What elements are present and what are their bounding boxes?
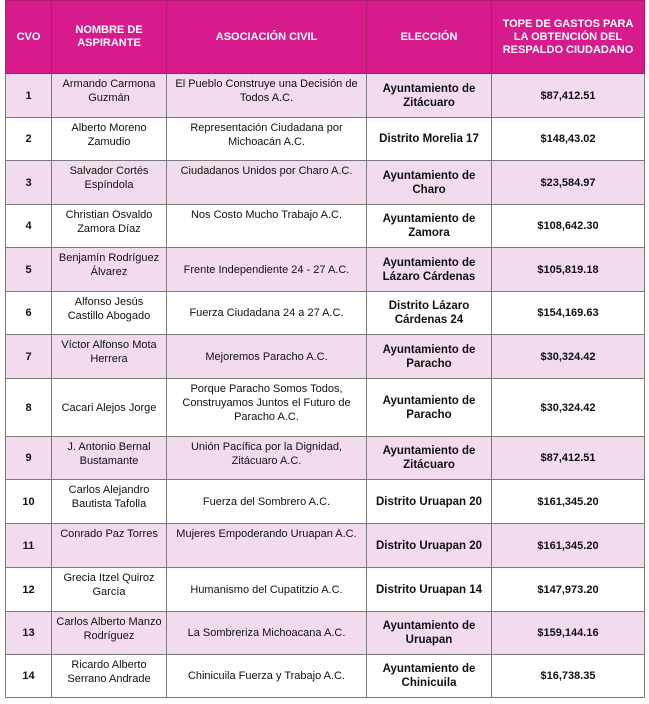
cell-cvo: 1	[6, 74, 52, 118]
table-row	[6, 161, 645, 205]
cell-asociacion: Representación Ciudadana por Michoacán A.C.	[167, 118, 367, 161]
cell-cvo: 13	[6, 612, 52, 655]
cell-asociacion: Humanismo del Cupatitzio A.C.	[167, 568, 367, 612]
table-row	[6, 292, 645, 335]
cell-tope: $16,738.35	[492, 655, 645, 698]
cell-nombre: Salvador Cortés Espíndola	[52, 161, 167, 205]
cell-nombre: Carlos Alejandro Bautista Tafolla	[52, 480, 167, 524]
cell-eleccion: Distrito Uruapan 20	[367, 480, 492, 524]
header-eleccion: ELECCIÓN	[367, 1, 492, 74]
cell-asociacion: El Pueblo Construye una Decisión de Todos A.C.	[167, 74, 367, 118]
table-row	[6, 568, 645, 612]
table-row	[6, 480, 645, 524]
cell-asociacion: Fuerza Ciudadana 24 a 27 A.C.	[167, 292, 367, 335]
cell-tope: $108,642.30	[492, 205, 645, 248]
header-nombre: NOMBRE DE ASPIRANTE	[52, 1, 167, 74]
table-row	[6, 437, 645, 480]
cell-cvo: 8	[6, 379, 52, 437]
cell-nombre: Benjamín Rodríguez Álvarez	[52, 248, 167, 292]
cell-asociacion: Mejoremos Paracho A.C.	[167, 335, 367, 379]
cell-tope: $30,324.42	[492, 335, 645, 379]
cell-tope: $148,43.02	[492, 118, 645, 161]
cell-eleccion: Distrito Uruapan 20	[367, 524, 492, 568]
cell-eleccion: Ayuntamiento de Paracho	[367, 335, 492, 379]
cell-tope: $105,819.18	[492, 248, 645, 292]
header-row	[6, 1, 645, 74]
cell-eleccion: Ayuntamiento de Zitácuaro	[367, 74, 492, 118]
cell-cvo: 3	[6, 161, 52, 205]
cell-cvo: 6	[6, 292, 52, 335]
header-cvo: CVO	[6, 1, 52, 74]
cell-eleccion: Ayuntamiento de Uruapan	[367, 612, 492, 655]
cell-nombre: Armando Carmona Guzmán	[52, 74, 167, 118]
cell-tope: $147,973.20	[492, 568, 645, 612]
table-row	[6, 612, 645, 655]
cell-nombre: Cacari Alejos Jorge	[52, 379, 167, 437]
table-row	[6, 74, 645, 118]
cell-asociacion: Porque Paracho Somos Todos, Construyamos Juntos el Futuro de Paracho A.C.	[167, 379, 367, 437]
table-row	[6, 524, 645, 568]
cell-cvo: 5	[6, 248, 52, 292]
cell-eleccion: Distrito Morelia 17	[367, 118, 492, 161]
cell-asociacion: Fuerza del Sombrero A.C.	[167, 480, 367, 524]
cell-nombre: Alberto Moreno Zamudio	[52, 118, 167, 161]
cell-cvo: 10	[6, 480, 52, 524]
cell-nombre: Christian Osvaldo Zamora Díaz	[52, 205, 167, 248]
table-row	[6, 248, 645, 292]
cell-asociacion: Frente Independiente 24 - 27 A.C.	[167, 248, 367, 292]
cell-nombre: Alfonso Jesús Castillo Abogado	[52, 292, 167, 335]
cell-tope: $159,144.16	[492, 612, 645, 655]
table-row	[6, 335, 645, 379]
cell-eleccion: Ayuntamiento de Charo	[367, 161, 492, 205]
table-row	[6, 118, 645, 161]
cell-asociacion: Mujeres Empoderando Uruapan A.C.	[167, 524, 367, 568]
cell-eleccion: Ayuntamiento de Zitácuaro	[367, 437, 492, 480]
table-row	[6, 205, 645, 248]
table-row	[6, 379, 645, 437]
cell-nombre: J. Antonio Bernal Bustamante	[52, 437, 167, 480]
cell-asociacion: Unión Pacífica por la Dignidad, Zitácuaro A.C.	[167, 437, 367, 480]
cell-cvo: 12	[6, 568, 52, 612]
cell-eleccion: Ayuntamiento de Zamora	[367, 205, 492, 248]
cell-tope: $161,345.20	[492, 524, 645, 568]
header-asociacion: ASOCIACIÓN CIVIL	[167, 1, 367, 74]
cell-tope: $30,324.42	[492, 379, 645, 437]
cell-tope: $87,412.51	[492, 74, 645, 118]
cell-cvo: 14	[6, 655, 52, 698]
cell-asociacion: Nos Costo Mucho Trabajo A.C.	[167, 205, 367, 248]
cell-nombre: Conrado Paz Torres	[52, 524, 167, 568]
cell-eleccion: Distrito Lázaro Cárdenas 24	[367, 292, 492, 335]
aspirantes-table	[5, 0, 645, 698]
cell-cvo: 7	[6, 335, 52, 379]
cell-eleccion: Ayuntamiento de Chinicuila	[367, 655, 492, 698]
cell-asociacion: Chinicuila Fuerza y Trabajo A.C.	[167, 655, 367, 698]
cell-eleccion: Distrito Uruapan 14	[367, 568, 492, 612]
cell-asociacion: La Sombreriza Michoacana A.C.	[167, 612, 367, 655]
cell-nombre: Grecia Itzel Quiroz García	[52, 568, 167, 612]
cell-tope: $87,412.51	[492, 437, 645, 480]
cell-nombre: Carlos Alberto Manzo Rodríguez	[52, 612, 167, 655]
cell-cvo: 11	[6, 524, 52, 568]
cell-tope: $23,584.97	[492, 161, 645, 205]
table-row	[6, 655, 645, 698]
cell-asociacion: Ciudadanos Unidos por Charo A.C.	[167, 161, 367, 205]
cell-eleccion: Ayuntamiento de Lázaro Cárdenas	[367, 248, 492, 292]
cell-nombre: Víctor Alfonso Mota Herrera	[52, 335, 167, 379]
cell-nombre: Ricardo Alberto Serrano Andrade	[52, 655, 167, 698]
cell-cvo: 2	[6, 118, 52, 161]
header-tope: TOPE DE GASTOS PARA LA OBTENCIÓN DEL RESPALDO CIUDADANO	[492, 1, 645, 74]
cell-tope: $154,169.63	[492, 292, 645, 335]
cell-cvo: 4	[6, 205, 52, 248]
cell-cvo: 9	[6, 437, 52, 480]
cell-tope: $161,345.20	[492, 480, 645, 524]
cell-eleccion: Ayuntamiento de Paracho	[367, 379, 492, 437]
